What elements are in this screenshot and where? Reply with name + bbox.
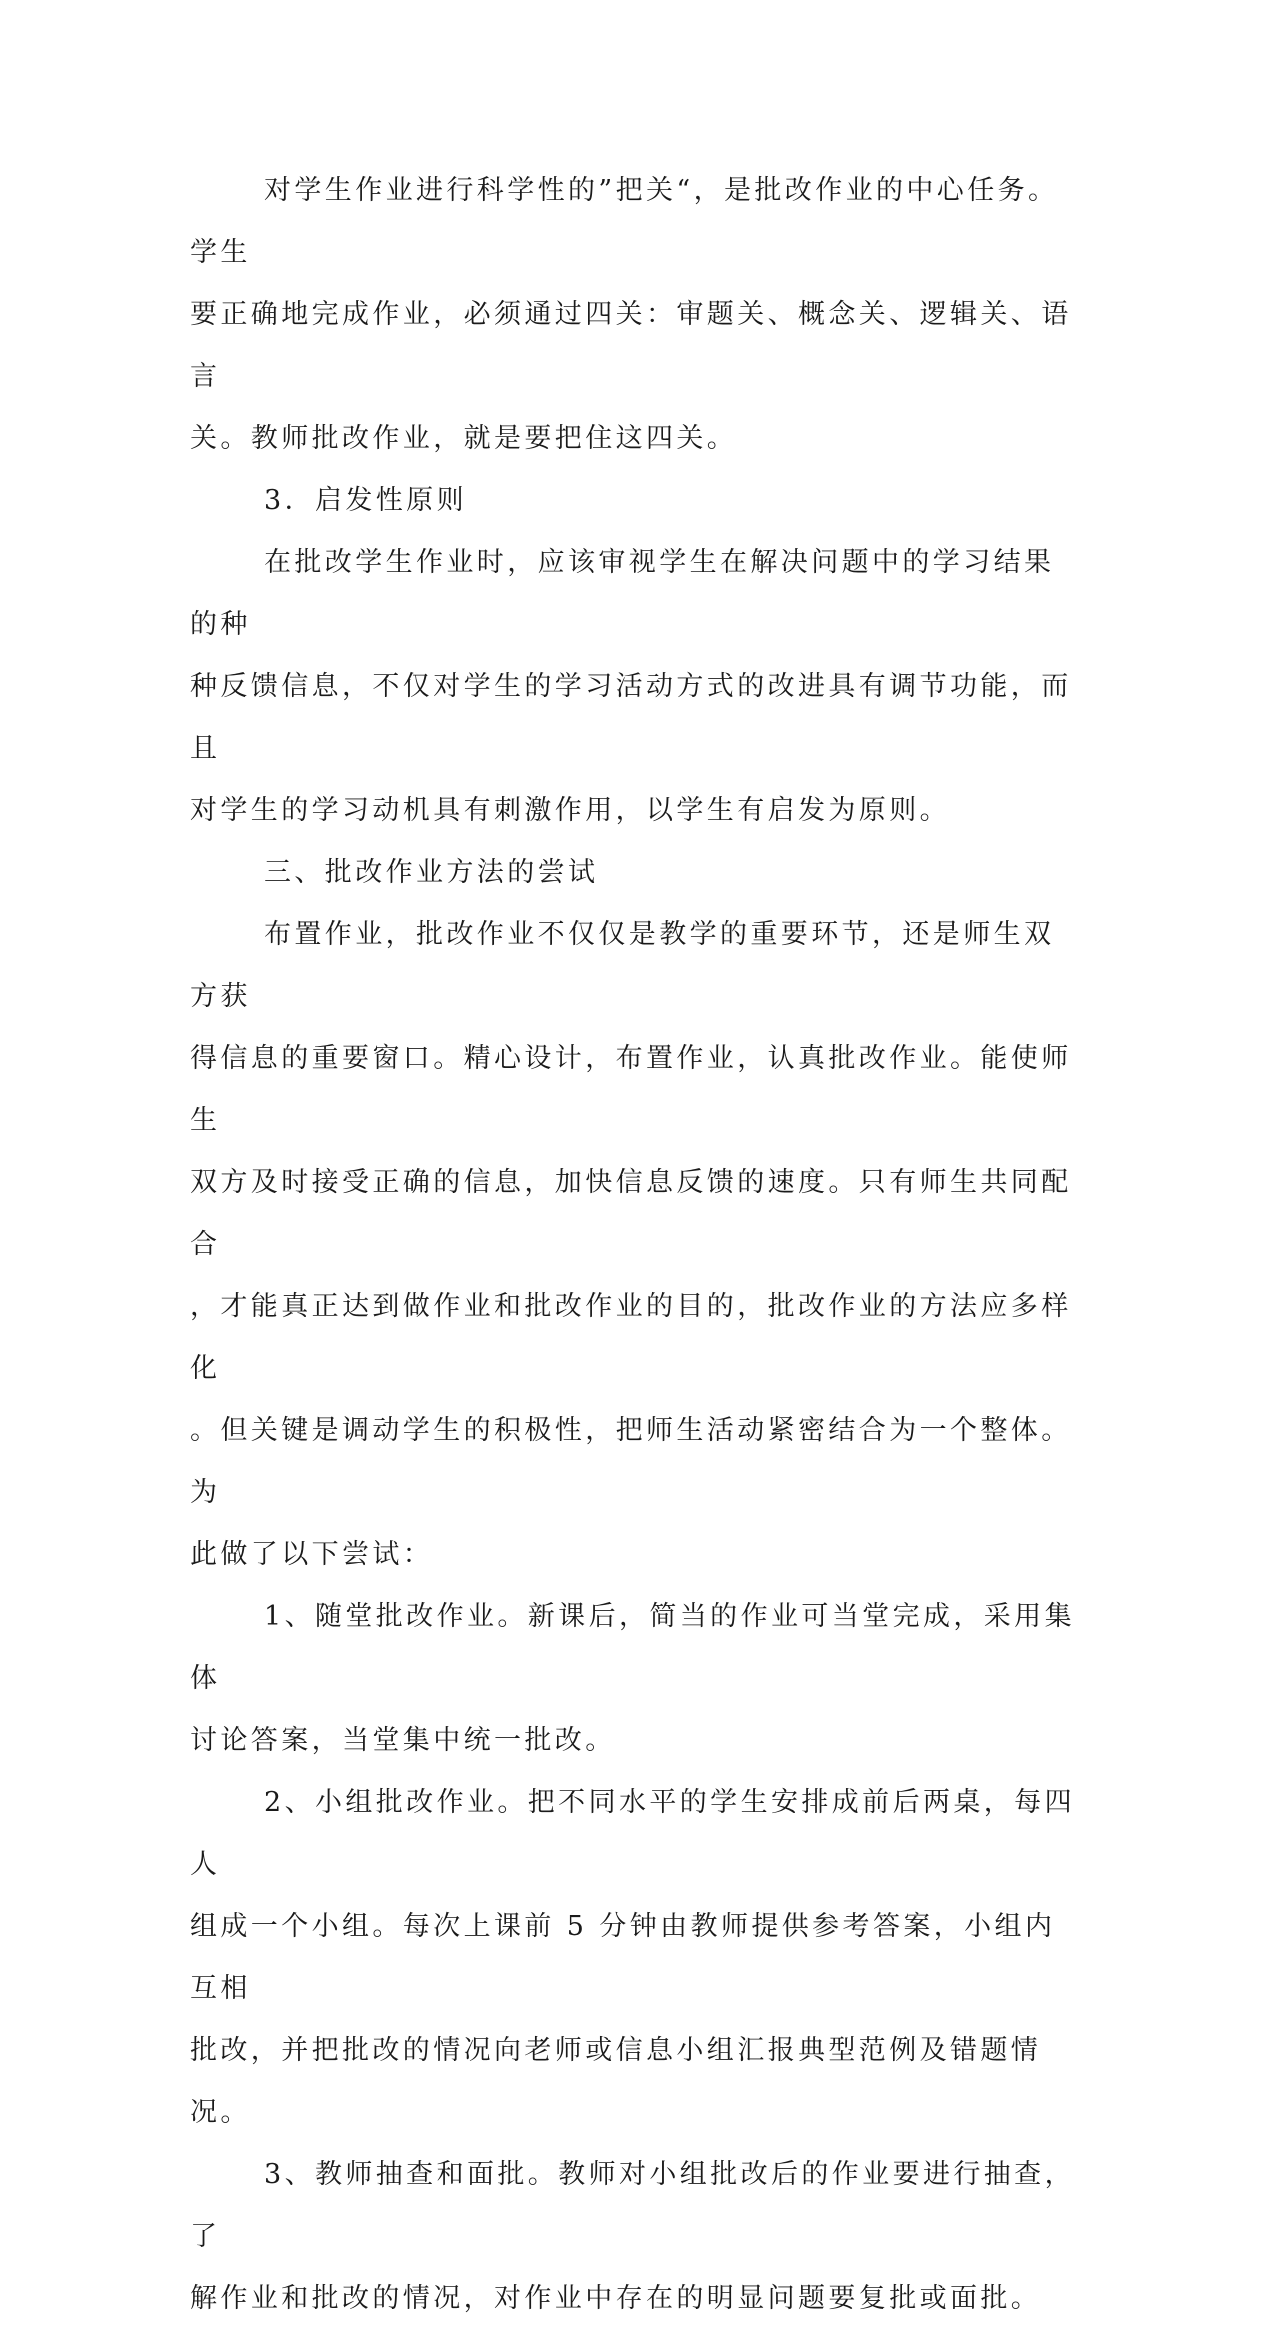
paragraph-checking-task: 对学生作业进行科学性的”把关“，是批改作业的中心任务。学生 要正确地完成作业，必须通过四关：审题关、概念关、逻辑关、语言 关。教师批改作业，就是要把住这四关。 xyxy=(190,175,1072,454)
paragraph-method-group: 2、小组批改作业。把不同水平的学生安排成前后两桌，每四人 组成一个小组。每次上课前 5 分钟由教师提供参考答案，小组内互相 批改，并把批改的情况向老师或信息小组汇报典型范例及错题情况。 xyxy=(190,1787,1075,2128)
paragraph-method-teacher-check: 3、教师抽查和面批。教师对小组批改后的作业要进行抽查，了 解作业和批改的情况，对作业中存在的明显问题要复批或面批。 xyxy=(190,2159,1075,2314)
heading-correction-methods: 三、批改作业方法的尝试 xyxy=(264,857,599,888)
heading-heuristic-principle: 3．启发性原则 xyxy=(264,485,467,516)
paragraph-method-in-class: 1、随堂批改作业。新课后，简当的作业可当堂完成，采用集体 讨论答案，当堂集中统一批改。 xyxy=(190,1601,1075,1756)
paragraph-heuristic-feedback: 在批改学生作业时，应该审视学生在解决问题中的学习结果的种 种反馈信息，不仅对学生的学习活动方式的改进具有调节功能，而且 对学生的学习动机具有刺激作用，以学生有启发为原则。 xyxy=(190,547,1072,826)
document-body xyxy=(190,160,1080,2330)
paragraph-homework-assignment: 布置作业，批改作业不仅仅是教学的重要环节，还是师生双方获 得信息的重要窗口。精心设计，布置作业，认真批改作业。能使师生 双方及时接受正确的信息，加快信息反馈的速度。只有师生共同配合 ，才能真正达到做作业和批改作业的目的，批改作业的方法应多样化 。但关键是调动学生的积极性，把师生活动紧密结合为一个整体。为 此做了以下尝试： xyxy=(190,919,1072,1570)
